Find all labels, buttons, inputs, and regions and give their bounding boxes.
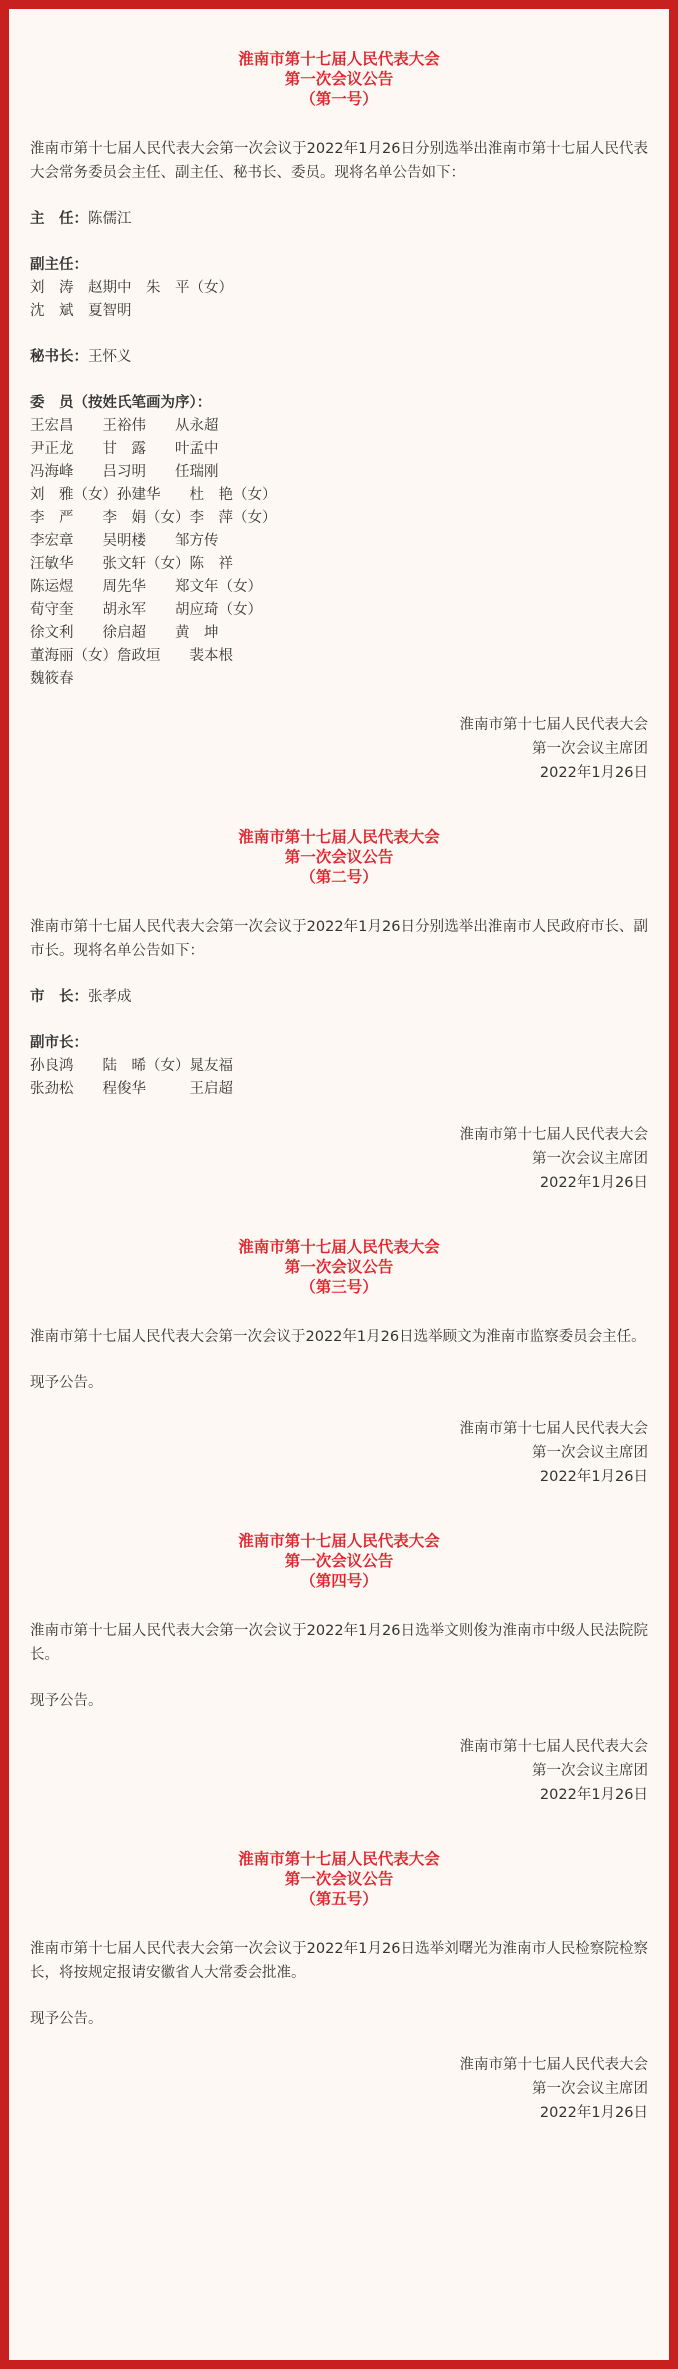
mayor-name: 张孝成 <box>88 989 132 1005</box>
notice-title-block <box>30 827 648 887</box>
members-label: 委 员（按姓氏笔画为序）： <box>30 395 212 411</box>
notice-closing: 现予公告。 <box>30 1375 103 1391</box>
secretary-name: 王怀义 <box>88 349 132 365</box>
notice-closing: 现予公告。 <box>30 1693 103 1709</box>
vice-director-block <box>30 253 648 323</box>
member-row: 李宏章 吴明楼 邹方传 <box>30 533 219 549</box>
signature-presidium: 第一次会议主席团 <box>532 741 648 757</box>
member-row: 李 严 李 娟（女）李 萍（女） <box>30 510 277 526</box>
signature-org: 淮南市第十七届人民代表大会 <box>459 1421 648 1437</box>
vice-mayor-row: 孙良鸿 陆 晞（女）晁友福 <box>30 1058 233 1074</box>
notice-body: 淮南市第十七届人民代表大会第一次会议于2022年1月26日分别选举出淮南市第十七届人民代表大会常务委员会主任、副主任、秘书长、委员。现将名单公告如下： <box>30 141 648 181</box>
secretary-line <box>30 345 648 369</box>
vice-director-label: 副主任： <box>30 257 88 273</box>
secretary-label: 秘书长： <box>30 349 88 365</box>
member-row: 徐文利 徐启超 黄 坤 <box>30 625 219 641</box>
members-block <box>30 391 648 691</box>
notice-title-block <box>30 1237 648 1297</box>
notice-title-block <box>30 1531 648 1591</box>
director-name: 陈儒江 <box>88 211 132 227</box>
notice-subtitle: 第一次会议公告 <box>284 1258 394 1276</box>
notice-subtitle: 第一次会议公告 <box>284 1552 394 1570</box>
signature-org: 淮南市第十七届人民代表大会 <box>459 1739 648 1755</box>
signature-org: 淮南市第十七届人民代表大会 <box>459 717 648 733</box>
notice-closing: 现予公告。 <box>30 2011 103 2027</box>
signature-date: 2022年1月26日 <box>539 2105 648 2121</box>
signature-date: 2022年1月26日 <box>539 765 648 781</box>
vice-mayor-label: 副市长： <box>30 1035 88 1051</box>
notice-number: （第五号） <box>300 1890 378 1908</box>
notice-subtitle: 第一次会议公告 <box>284 70 394 88</box>
signature-date: 2022年1月26日 <box>539 1469 648 1485</box>
member-row: 王宏昌 王裕伟 从永超 <box>30 418 219 434</box>
notice-number: （第四号） <box>300 1572 378 1590</box>
vice-director-row: 刘 涛 赵期中 朱 平（女） <box>30 280 233 296</box>
notice-title-block <box>30 49 648 109</box>
notice-subtitle: 第一次会议公告 <box>284 1870 394 1888</box>
notice-3 <box>30 1237 648 1489</box>
signature-org: 淮南市第十七届人民代表大会 <box>459 2057 648 2073</box>
member-row: 魏筱春 <box>30 671 74 687</box>
signature-block <box>30 713 648 785</box>
signature-presidium: 第一次会议主席团 <box>532 1151 648 1167</box>
notice-title: 淮南市第十七届人民代表大会 <box>238 50 440 68</box>
notice-number: （第三号） <box>300 1278 378 1296</box>
notice-title: 淮南市第十七届人民代表大会 <box>238 1532 440 1550</box>
notice-subtitle: 第一次会议公告 <box>284 848 394 866</box>
member-row: 汪敏华 张文轩（女）陈 祥 <box>30 556 233 572</box>
notice-body: 淮南市第十七届人民代表大会第一次会议于2022年1月26日分别选举出淮南市人民政府市长、副市长。现将名单公告如下： <box>30 919 648 959</box>
member-row: 尹正龙 甘 露 叶孟中 <box>30 441 219 457</box>
mayor-line <box>30 985 648 1009</box>
notice-2 <box>30 827 648 1195</box>
signature-block <box>30 1417 648 1489</box>
vice-mayor-row: 张劲松 程俊华 王启超 <box>30 1081 233 1097</box>
member-row: 董海丽（女）詹政垣 裴本根 <box>30 648 233 664</box>
member-row: 冯海峰 吕习明 任瑞刚 <box>30 464 219 480</box>
notice-title: 淮南市第十七届人民代表大会 <box>238 828 440 846</box>
notice-5 <box>30 1849 648 2125</box>
mayor-label: 市 长： <box>30 989 88 1005</box>
notice-title: 淮南市第十七届人民代表大会 <box>238 1850 440 1868</box>
member-row: 荀守奎 胡永军 胡应琦（女） <box>30 602 262 618</box>
member-row: 刘 雅（女）孙建华 杜 艳（女） <box>30 487 277 503</box>
vice-mayor-block <box>30 1031 648 1101</box>
signature-date: 2022年1月26日 <box>539 1175 648 1191</box>
vice-director-row: 沈 斌 夏智明 <box>30 303 132 319</box>
director-label: 主 任： <box>30 211 88 227</box>
signature-org: 淮南市第十七届人民代表大会 <box>459 1127 648 1143</box>
signature-date: 2022年1月26日 <box>539 1787 648 1803</box>
director-line <box>30 207 648 231</box>
notice-body: 淮南市第十七届人民代表大会第一次会议于2022年1月26日选举刘曙光为淮南市人民检察院检察长，将按规定报请安徽省人大常委会批准。 <box>30 1941 648 1981</box>
signature-presidium: 第一次会议主席团 <box>532 1763 648 1779</box>
member-row: 陈运煜 周先华 郑文年（女） <box>30 579 262 595</box>
notice-title-block <box>30 1849 648 1909</box>
notice-body: 淮南市第十七届人民代表大会第一次会议于2022年1月26日选举文则俊为淮南市中级人民法院院长。 <box>30 1623 648 1663</box>
signature-presidium: 第一次会议主席团 <box>532 1445 648 1461</box>
notice-1 <box>30 49 648 785</box>
notice-4 <box>30 1531 648 1807</box>
signature-block <box>30 1123 648 1195</box>
signature-block <box>30 2053 648 2125</box>
notice-number: （第二号） <box>300 868 378 886</box>
signature-block <box>30 1735 648 1807</box>
notice-title: 淮南市第十七届人民代表大会 <box>238 1238 440 1256</box>
signature-presidium: 第一次会议主席团 <box>532 2081 648 2097</box>
notice-number: （第一号） <box>300 90 378 108</box>
notice-body: 淮南市第十七届人民代表大会第一次会议于2022年1月26日选举顾文为淮南市监察委员会主任。 <box>30 1329 646 1345</box>
